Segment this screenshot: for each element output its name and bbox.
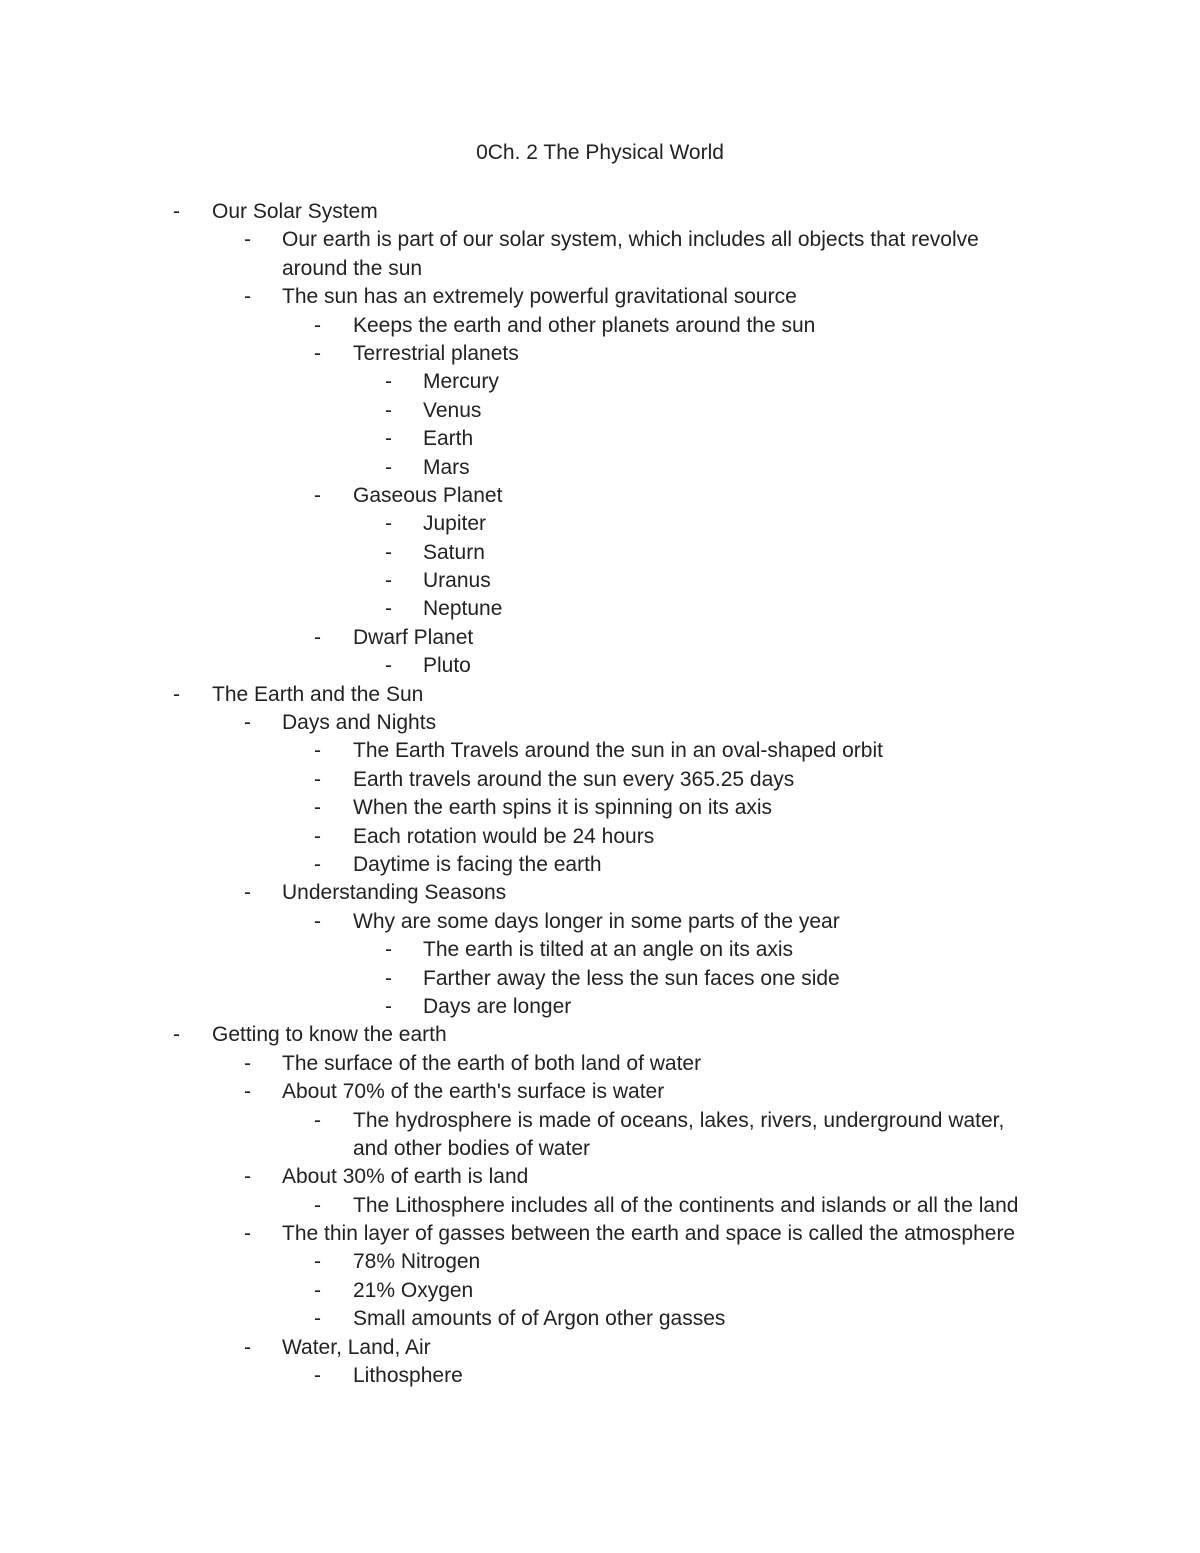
outline-item	[0, 709, 1200, 737]
outline-item-text: around the sun	[282, 256, 423, 280]
bullet-dash: -	[314, 483, 321, 507]
outline-item	[0, 510, 1200, 538]
bullet-dash: -	[314, 739, 321, 763]
outline-item	[0, 794, 1200, 822]
bullet-dash: -	[385, 966, 392, 990]
bullet-dash: -	[385, 569, 392, 593]
bullet-dash: -	[385, 398, 392, 422]
bullet-dash: -	[385, 512, 392, 536]
bullet-dash: -	[385, 654, 392, 678]
outline-item	[0, 624, 1200, 652]
outline-item-text: About 30% of earth is land	[282, 1165, 529, 1189]
bullet-dash: -	[314, 1108, 321, 1132]
bullet-dash: -	[385, 597, 392, 621]
outline-list	[0, 198, 1200, 1390]
bullet-dash: -	[314, 1364, 321, 1388]
bullet-dash: -	[244, 1165, 251, 1189]
bullet-dash: -	[314, 625, 321, 649]
outline-item-text: Venus	[423, 398, 482, 422]
bullet-dash: -	[314, 796, 321, 820]
bullet-dash: -	[244, 1335, 251, 1359]
outline-item-text: The sun has an extremely powerful gravitational source	[282, 285, 797, 309]
outline-item	[0, 908, 1200, 936]
outline-item-text: Earth	[423, 427, 474, 451]
outline-item	[0, 1021, 1200, 1049]
outline-item	[0, 766, 1200, 794]
outline-item	[0, 368, 1200, 396]
outline-item-text: Days and Nights	[282, 711, 437, 735]
outline-item-text: Earth travels around the sun every 365.25 days	[353, 767, 795, 791]
outline-item	[0, 1050, 1200, 1078]
bullet-dash: -	[244, 881, 251, 905]
outline-item-text: Jupiter	[423, 512, 487, 536]
outline-item-text: Understanding Seasons	[282, 881, 507, 905]
outline-item-text: Water, Land, Air	[282, 1335, 431, 1359]
outline-item-text: Our earth is part of our solar system, which includes all objects that revolve	[282, 228, 979, 252]
outline-item	[0, 652, 1200, 680]
outline-item	[0, 823, 1200, 851]
outline-item	[0, 482, 1200, 510]
bullet-dash: -	[244, 711, 251, 735]
bullet-dash: -	[244, 1051, 251, 1075]
outline-item-text: The Lithosphere includes all of the continents and islands or all the land	[353, 1193, 1019, 1217]
bullet-dash: -	[314, 1307, 321, 1331]
outline-item-text: Mars	[423, 455, 470, 479]
outline-item-text: 21% Oxygen	[353, 1278, 474, 1302]
bullet-dash: -	[244, 1222, 251, 1246]
bullet-dash: -	[385, 540, 392, 564]
outline-item	[0, 198, 1200, 226]
outline-item	[0, 993, 1200, 1021]
outline-item-text: Why are some days longer in some parts of the year	[353, 909, 840, 933]
outline-item-text: Terrestrial planets	[353, 341, 519, 365]
outline-item-text: Getting to know the earth	[212, 1023, 447, 1047]
bullet-dash: -	[314, 909, 321, 933]
outline-item-text: Farther away the less the sun faces one side	[423, 966, 840, 990]
outline-item	[0, 567, 1200, 595]
outline-item-text: When the earth spins it is spinning on its axis	[353, 796, 773, 820]
bullet-dash: -	[385, 455, 392, 479]
outline-item-text: Saturn	[423, 540, 485, 564]
outline-item	[0, 539, 1200, 567]
bullet-dash: -	[173, 1023, 180, 1047]
bullet-dash: -	[314, 341, 321, 365]
outline-item-text: The surface of the earth of both land of water	[282, 1051, 702, 1075]
outline-item-text: Gaseous Planet	[353, 483, 503, 507]
outline-item-text: Each rotation would be 24 hours	[353, 824, 655, 848]
outline-item-text: 78% Nitrogen	[353, 1250, 481, 1274]
outline-item	[0, 681, 1200, 709]
bullet-dash: -	[314, 852, 321, 876]
outline-item-text: and other bodies of water	[353, 1136, 590, 1160]
outline-item	[0, 1220, 1200, 1248]
outline-item-continuation	[0, 255, 1200, 283]
bullet-dash: -	[314, 313, 321, 337]
outline-item	[0, 879, 1200, 907]
outline-item-text: Pluto	[423, 654, 471, 678]
bullet-dash: -	[173, 200, 180, 223]
outline-item-text: Daytime is facing the earth	[353, 852, 602, 876]
outline-item	[0, 595, 1200, 623]
outline-item	[0, 1248, 1200, 1276]
bullet-dash: -	[314, 1278, 321, 1302]
bullet-dash: -	[173, 682, 180, 706]
outline-item-text: About 70% of the earth's surface is water	[282, 1080, 665, 1104]
outline-item	[0, 1078, 1200, 1106]
outline-item	[0, 1107, 1200, 1135]
outline-item-text: Lithosphere	[353, 1364, 463, 1388]
outline-item-text: Mercury	[423, 370, 499, 394]
bullet-dash: -	[314, 1250, 321, 1274]
outline-item-text: The earth is tilted at an angle on its axis	[423, 938, 794, 962]
outline-item	[0, 1277, 1200, 1305]
outline-item-text: The thin layer of gasses between the earth and space is called the atmosphere	[282, 1222, 1016, 1246]
outline-item	[0, 340, 1200, 368]
outline-item-text: The Earth and the Sun	[212, 682, 424, 706]
bullet-dash: -	[385, 938, 392, 962]
outline-item-text: Uranus	[423, 569, 491, 593]
outline-item	[0, 737, 1200, 765]
outline-item-text: Dwarf Planet	[353, 625, 474, 649]
bullet-dash: -	[244, 228, 251, 252]
bullet-dash: -	[385, 370, 392, 394]
outline-item	[0, 312, 1200, 340]
bullet-dash: -	[314, 767, 321, 791]
outline-item	[0, 1192, 1200, 1220]
outline-item	[0, 1305, 1200, 1333]
outline-item	[0, 1163, 1200, 1191]
outline-item	[0, 965, 1200, 993]
outline-item	[0, 1362, 1200, 1390]
outline-item-text: Small amounts of of Argon other gasses	[353, 1307, 726, 1331]
bullet-dash: -	[244, 285, 251, 309]
bullet-dash: -	[385, 427, 392, 451]
outline-item-text: Keeps the earth and other planets around the sun	[353, 313, 816, 337]
outline-item	[0, 1334, 1200, 1362]
bullet-dash: -	[314, 824, 321, 848]
outline-item	[0, 936, 1200, 964]
page-title: 0Ch. 2 The Physical World	[476, 141, 724, 164]
outline-item-text: The hydrosphere is made of oceans, lakes, rivers, underground water,	[353, 1108, 1005, 1132]
outline-item	[0, 425, 1200, 453]
outline-item	[0, 454, 1200, 482]
outline-item	[0, 226, 1200, 254]
outline-item	[0, 283, 1200, 311]
bullet-dash: -	[244, 1080, 251, 1104]
bullet-dash: -	[385, 994, 392, 1018]
outline-item-text: Our Solar System	[212, 200, 378, 223]
outline-item	[0, 851, 1200, 879]
outline-item	[0, 397, 1200, 425]
outline-item-text: Neptune	[423, 597, 503, 621]
outline-item-continuation	[0, 1135, 1200, 1163]
outline-item-text: The Earth Travels around the sun in an oval-shaped orbit	[353, 739, 883, 763]
outline-item-text: Days are longer	[423, 994, 572, 1018]
bullet-dash: -	[314, 1193, 321, 1217]
